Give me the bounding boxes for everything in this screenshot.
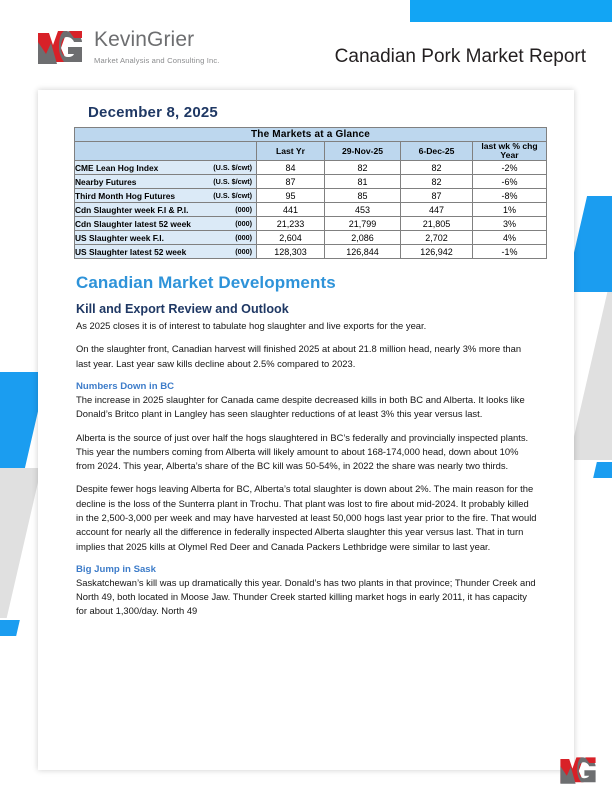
column-header-last-yr: Last Yr: [257, 142, 325, 161]
row-unit: (000): [235, 232, 252, 242]
table-row: [75, 175, 547, 189]
report-content-card: [38, 90, 574, 770]
row-label: [75, 217, 257, 231]
page-header: [0, 0, 612, 88]
section-title: Canadian Market Developments: [76, 273, 336, 293]
brand-tagline: Market Analysis and Consulting Inc.: [94, 56, 220, 65]
row-unit: (U.S. $/cwt): [213, 162, 252, 172]
report-title: Canadian Pork Market Report: [334, 46, 586, 67]
column-header-blank: [75, 142, 257, 161]
cell-last-yr: 441: [257, 203, 325, 217]
table-title: The Markets at a Glance: [75, 128, 547, 142]
cell-last-yr: 21,233: [257, 217, 325, 231]
table-row: [75, 217, 547, 231]
right-blue-accent-stripe: [593, 462, 612, 478]
table-title-row: [75, 128, 547, 142]
left-gray-accent-shape: [0, 468, 41, 618]
cell-chg: -2%: [473, 161, 547, 175]
row-label: [75, 245, 257, 259]
table-row: [75, 161, 547, 175]
cell-dec6: 82: [401, 161, 473, 175]
brand-logo: [36, 28, 220, 68]
kg-monogram-logo-icon: [36, 28, 84, 68]
cell-nov29: 85: [325, 189, 401, 203]
paragraph-intro: As 2025 closes it is of interest to tabulate hog slaughter and live exports for the year.: [76, 320, 427, 332]
paragraph-alberta-total: Despite fewer hogs leaving Alberta for BC, Alberta’s total slaughter is down about 2%. The main reason for the decline is the loss of the Sunterra plant in Trochu. That plant was lost to fire about mid-2024. It probably killed in the 2,500-3,000 per week and may have harvested at least 50,000 hogs last year prior to the fire. That would account for nearly all the difference in federally inspected Alberta slaughter this year versus last. That in turn implies that 2025 kills at Olymel Red Deer and Canada Packers Lethbridge were similar to last year.: [76, 483, 537, 552]
table-row: [75, 231, 547, 245]
cell-last-yr: 2,604: [257, 231, 325, 245]
cell-last-yr: 84: [257, 161, 325, 175]
row-unit: (000): [235, 218, 252, 228]
cell-nov29: 453: [325, 203, 401, 217]
cell-last-yr: 128,303: [257, 245, 325, 259]
table-row: [75, 245, 547, 259]
right-gray-accent-shape: [569, 292, 612, 460]
cell-nov29: 81: [325, 175, 401, 189]
row-label-text: Third Month Hog Futures: [75, 190, 176, 201]
row-label: [75, 189, 257, 203]
article-body: [76, 273, 538, 619]
cell-chg: -1%: [473, 245, 547, 259]
cell-chg: 4%: [473, 231, 547, 245]
row-label-text: Cdn Slaughter week F.I & P.I.: [75, 204, 189, 215]
column-header-dec6: 6-Dec-25: [401, 142, 473, 161]
row-unit: (000): [235, 246, 252, 256]
cell-chg: -8%: [473, 189, 547, 203]
row-label: [75, 161, 257, 175]
cell-dec6: 87: [401, 189, 473, 203]
cell-dec6: 21,805: [401, 217, 473, 231]
cell-last-yr: 95: [257, 189, 325, 203]
row-unit: (U.S. $/cwt): [213, 190, 252, 200]
table-row: [75, 203, 547, 217]
issue-date: December 8, 2025: [88, 104, 218, 121]
row-unit: (U.S. $/cwt): [213, 176, 252, 186]
paragraph-bc-increase: The increase in 2025 slaughter for Canada came despite decreased kills in both BC and Alberta. It looks like Donald’s Britco plant in Langley has seen slaughter reductions of at least 3% this year versus last.: [76, 393, 525, 420]
cell-nov29: 82: [325, 161, 401, 175]
table-row: [75, 189, 547, 203]
cell-nov29: 126,844: [325, 245, 401, 259]
paragraph-sask: Saskatchewan’s kill was up dramatically this year. Donald’s has two plants in that province; Thunder Creek and North 49, both located in Moose Jaw. Thunder Creek started killing market hogs in early 2011, it has capacity for about 1,300/day. North 49: [76, 576, 536, 617]
brand-wordmark: [94, 28, 220, 65]
subheading-big-jump-in-sask: Big Jump in Sask: [76, 563, 156, 575]
article-heading: Kill and Export Review and Outlook: [76, 302, 289, 317]
table-header-row: [75, 142, 547, 161]
column-header-pct-chg: last wk % chg Year: [473, 142, 547, 161]
cell-chg: 3%: [473, 217, 547, 231]
row-label: [75, 203, 257, 217]
cell-chg: 1%: [473, 203, 547, 217]
subheading-numbers-down-in-bc: Numbers Down in BC: [76, 380, 175, 392]
cell-last-yr: 87: [257, 175, 325, 189]
row-label-text: Cdn Slaughter latest 52 week: [75, 218, 191, 229]
column-header-nov29: 29-Nov-25: [325, 142, 401, 161]
markets-at-a-glance-table: [74, 127, 547, 259]
footer-kg-monogram-logo-icon: [558, 755, 598, 787]
brand-name: KevinGrier: [94, 28, 195, 51]
cell-dec6: 126,942: [401, 245, 473, 259]
paragraph-alberta-source: Alberta is the source of just over half the hogs slaughtered in BC’s federally and provincially inspected plants. This year the numbers coming from Alberta will likely amount to about 168-174,000 head, down about 10% from 2024. This year, Alberta’s share of the BC kill was 50-54%, in 2022 the share was nearly two thirds.: [76, 431, 529, 472]
cell-dec6: 2,702: [401, 231, 473, 245]
cell-dec6: 82: [401, 175, 473, 189]
row-label-text: US Slaughter week F.I.: [75, 232, 164, 243]
paragraph-slaughter-front: On the slaughter front, Canadian harvest will finished 2025 at about 21.8 million head, nearly 3% more than last year. Last year saw kills decline about 2.5% compared to 2023.: [76, 343, 522, 369]
left-blue-accent-stripe: [0, 620, 20, 636]
row-label: [75, 231, 257, 245]
row-label-text: US Slaughter latest 52 week: [75, 246, 187, 257]
cell-nov29: 21,799: [325, 217, 401, 231]
row-label-text: Nearby Futures: [75, 176, 137, 187]
row-label-text: CME Lean Hog Index: [75, 162, 159, 173]
row-unit: (000): [235, 204, 252, 214]
cell-dec6: 447: [401, 203, 473, 217]
cell-nov29: 2,086: [325, 231, 401, 245]
cell-chg: -6%: [473, 175, 547, 189]
row-label: [75, 175, 257, 189]
